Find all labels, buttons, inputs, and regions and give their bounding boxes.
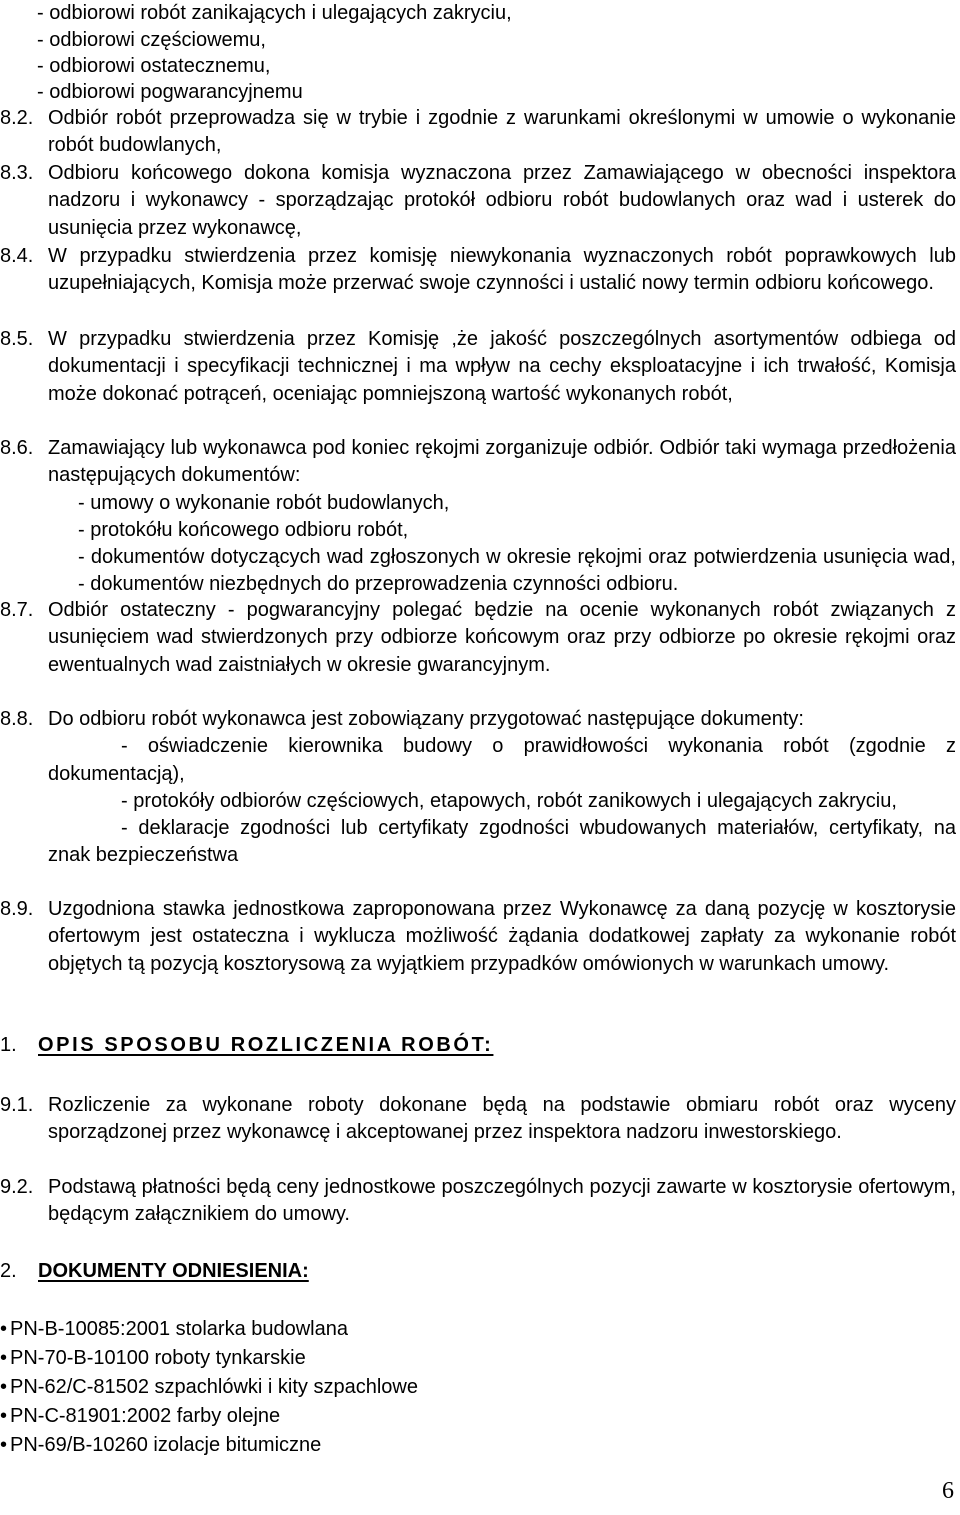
section-text [48, 326, 956, 408]
section-number: 8.4. [0, 245, 34, 267]
section-text [48, 706, 956, 870]
standards-list [0, 1315, 418, 1460]
list-item [0, 1373, 418, 1402]
list-item [0, 1402, 418, 1431]
section-text [48, 105, 956, 160]
section-number: 8.2. [0, 107, 34, 129]
bullet-icon: • [0, 1318, 8, 1340]
section-heading [0, 1032, 494, 1059]
list-item: - odbiorowi pogwarancyjnemu [37, 81, 303, 103]
paragraph: Do odbioru robót wykonawca jest zobowiązany przygotować następujące dokumenty: [48, 708, 804, 730]
standard-label: PN-B-10085:2001 stolarka budowlana [10, 1318, 348, 1340]
standard-label: PN-70-B-10100 roboty tynkarskie [10, 1347, 306, 1369]
section-number: 8.5. [0, 328, 34, 350]
section-number: 8.9. [0, 898, 34, 920]
section-text [48, 1174, 956, 1229]
list-item: - umowy o wykonanie robót budowlanych, [78, 491, 450, 514]
list-item: - oświadczenie kierownika budowy o prawidłowości wykonania robót (zgodnie z dokumentacją), [48, 735, 956, 785]
section-text [48, 896, 956, 978]
standard-label: PN-C-81901:2002 farby olejne [10, 1405, 281, 1427]
paragraph: Odbioru końcowego dokona komisja wyznaczona przez Zamawiającego w obecności inspektora nadzoru i wykonawcy - sporządzając protokół odbioru robót budowlanych oraz wad i usterek do usunięcia przez wykonawcę, [48, 162, 956, 239]
paragraph: W przypadku stwierdzenia przez Komisję ,że jakość poszczególnych asortymentów odbiega od dokumentacji i specyfikacji technicznej i ma wpływ na cechy eksploatacyjne i ich trwałość, Komisja może dokonać potrąceń, oceniając pomniejszoną wartość wykonanych robót, [48, 328, 956, 405]
section-heading [0, 1258, 309, 1285]
list-item: - odbiorowi robót zanikających i ulegających zakryciu, [37, 2, 512, 24]
section-text [48, 160, 956, 242]
heading-number: 1. [0, 1034, 17, 1056]
section-number: 9.1. [0, 1094, 34, 1116]
section-text [48, 435, 956, 599]
list-item: - odbiorowi ostatecznemu, [37, 55, 271, 77]
heading-number: 2. [0, 1260, 17, 1282]
paragraph: Odbiór robót przeprowadza się w trybie i zgodnie z warunkami określonymi w umowie o wykonanie robót budowlanych, [48, 107, 956, 157]
list-item: - dokumentów dotyczących wad zgłoszonych w okresie rękojmi oraz potwierdzenia usunięcia wad, - dokumentów niezbędnych do przeprowadzenia czynności odbioru. [78, 546, 956, 596]
section-number: 8.7. [0, 599, 34, 621]
section-number: 8.3. [0, 162, 34, 184]
list-item [0, 1431, 418, 1460]
paragraph: W przypadku stwierdzenia przez komisję niewykonania wyznaczonych robót poprawkowych lub uzupełniających, Komisja może przerwać swoje czynności i ustalić nowy termin odbioru końcowego. [48, 245, 956, 295]
page-number: 6 [942, 1478, 954, 1504]
bullet-icon: • [0, 1434, 8, 1456]
standard-label: PN-69/B-10260 izolacje bitumiczne [10, 1434, 322, 1456]
standard-label: PN-62/C-81502 szpachlówki i kity szpachlowe [10, 1376, 418, 1398]
section-text [48, 243, 956, 298]
list-item: - deklaracje zgodności lub certyfikaty zgodności wbudowanych materiałów, certyfikaty, na znak bezpieczeństwa [48, 817, 956, 867]
paragraph: Rozliczenie za wykonane roboty dokonane będą na podstawie obmiaru robót oraz wyceny sporządzonej przez wykonawcę i akceptowanej przez inspektora nadzoru inwestorskiego. [48, 1094, 956, 1144]
paragraph: Odbiór ostateczny - pogwarancyjny polegać będzie na ocenie wykonanych robót związanych z usunięciem wad stwierdzonych przy odbiorze końcowym oraz przy odbiorze po okresie rękojmi oraz ewentualnych wad zaistniałych w okresie gwarancyjnym. [48, 599, 956, 676]
bullet-icon: • [0, 1347, 8, 1369]
paragraph: Zamawiający lub wykonawca pod koniec rękojmi zorganizuje odbiór. Odbiór taki wymaga przedłożenia następujących dokumentów: [48, 437, 956, 487]
list-item [0, 1315, 418, 1344]
list-item [0, 1344, 418, 1373]
bullet-icon: • [0, 1376, 8, 1398]
list-item: - protokółu końcowego odbioru robót, [78, 518, 409, 541]
bullet-icon: • [0, 1405, 8, 1427]
section-number: 8.6. [0, 437, 34, 459]
section-number: 8.8. [0, 708, 34, 730]
list-item: - protokóły odbiorów częściowych, etapowych, robót zanikowych i ulegających zakryciu, [121, 789, 897, 812]
section-number: 9.2. [0, 1176, 34, 1198]
section-text [48, 1092, 956, 1147]
heading-title: OPIS SPOSOBU ROZLICZENIA ROBÓT: [38, 1034, 494, 1056]
heading-title: DOKUMENTY ODNIESIENIA: [38, 1260, 309, 1282]
paragraph: Uzgodniona stawka jednostkowa zaproponowana przez Wykonawcę za daną pozycję w kosztorysie ofertowym jest ostateczna i wyklucza możliwość żądania dodatkowej zapłaty za wykonanie robót objętych tą pozycją kosztorysową za wyjątkiem przypadków omówionych w warunkach umowy. [48, 898, 956, 975]
list-item: - odbiorowi częściowemu, [37, 29, 266, 51]
paragraph: Podstawą płatności będą ceny jednostkowe poszczególnych pozycji zawarte w kosztorysie ofertowym, będącym załącznikiem do umowy. [48, 1176, 956, 1226]
section-text [48, 597, 956, 679]
